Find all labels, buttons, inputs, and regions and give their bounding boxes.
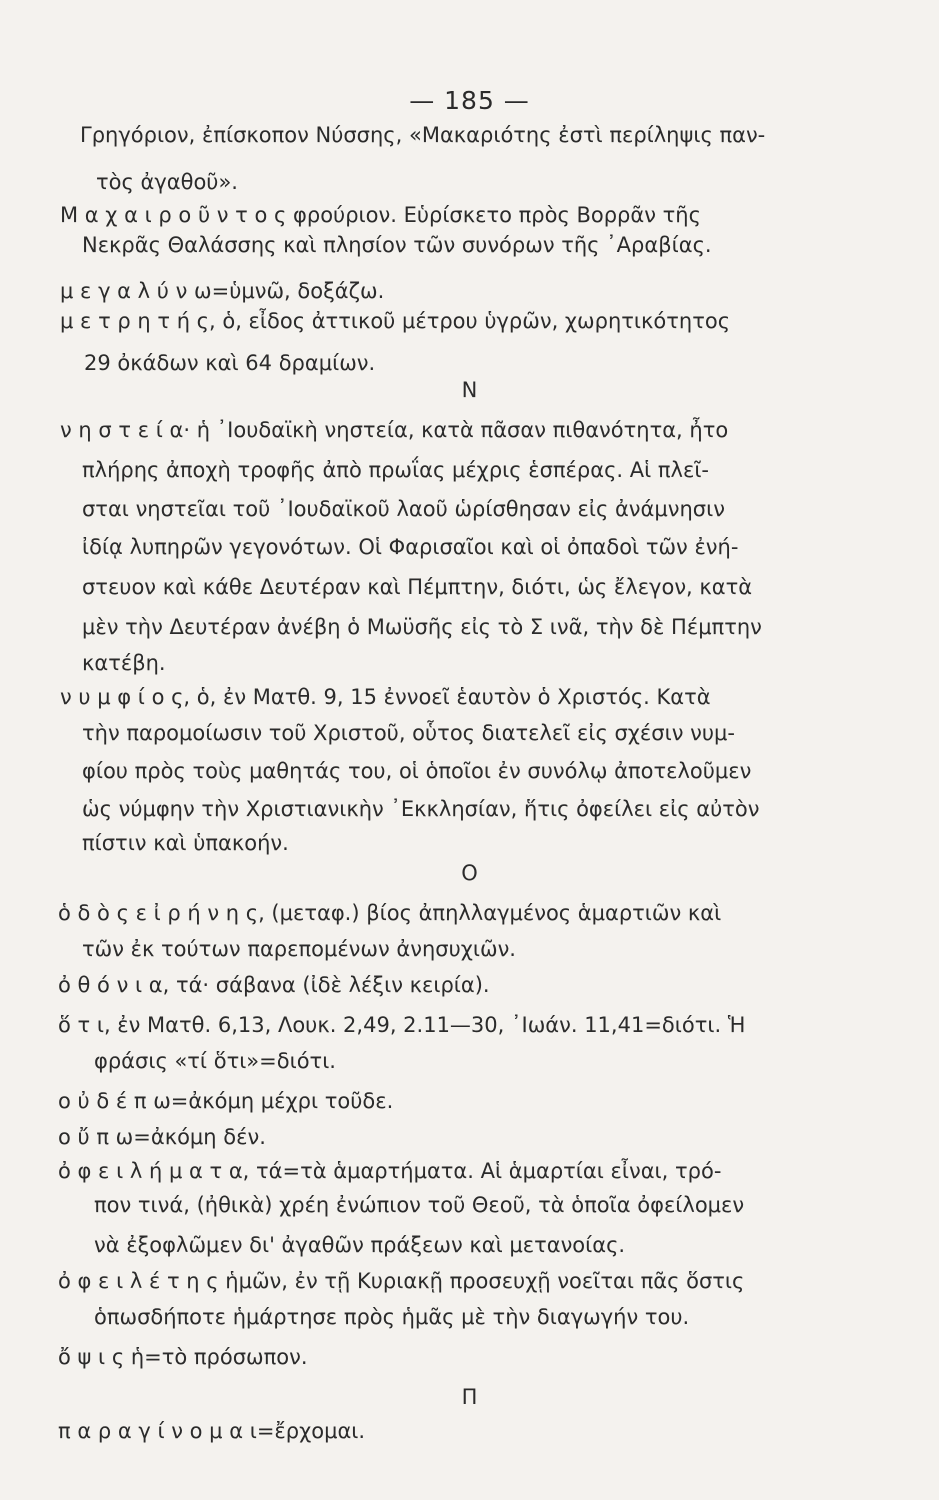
- entry-line: μ ε γ α λ ύ ν ω=ὑμνῶ, δοξάζω.: [60, 279, 385, 303]
- text-line: κατέβη.: [82, 651, 166, 675]
- entry-line: μ ε τ ρ η τ ή ς, ὁ, εἶδος ἀττικοῦ μέτρου ὑγρῶν, χωρητικότητος: [60, 309, 731, 333]
- text-line: ὁπωσδήποτε ἡμάρτησε πρὸς ἡμᾶς μὲ τὴν διαγωγήν του.: [94, 1305, 690, 1329]
- text-line: ἰδίᾳ λυπηρῶν γεγονότων. Οἱ Φαρισαῖοι καὶ οἱ ὀπαδοὶ τῶν ἐνή-: [82, 535, 739, 559]
- entry-line: Μ α χ α ι ρ ο ῦ ν τ ο ς φρούριον. Εὑρίσκετο πρὸς Βορρᾶν τῆς: [60, 203, 701, 227]
- entry-line: ὀ φ ε ι λ ή μ α τ α, τά=τὰ ἁμαρτήματα. Αἱ ἁμαρτίαι εἶναι, τρό-: [58, 1159, 722, 1183]
- text-line: νὰ ἐξοφλῶμεν δι' ἀγαθῶν πράξεων καὶ μετανοίας.: [94, 1233, 626, 1257]
- text-line: ὡς νύμφην τὴν Χριστιανικὴν ᾿Εκκλησίαν, ἥτις ὀφείλει εἰς αὐτὸν: [82, 797, 760, 821]
- entry-line: ὅ τ ι, ἐν Ματθ. 6,13, Λουκ. 2,49, 2.11—30, ᾿Ιωάν. 11,41=διότι. Ἡ: [58, 1013, 746, 1037]
- entry-line: π α ρ α γ ί ν ο μ α ι=ἔρχομαι.: [58, 1419, 366, 1443]
- entry-line: ὀ θ ό ν ι α, τά· σάβανα (ἰδὲ λέξιν κειρία).: [58, 973, 490, 997]
- entry-line: ὀ φ ε ι λ έ τ η ς ἡμῶν, ἐν τῇ Κυριακῇ προσευχῇ νοεῖται πᾶς ὅστις: [58, 1269, 745, 1293]
- text-line: πίστιν καὶ ὑπακοήν.: [82, 831, 289, 855]
- text-line: τὴν παρομοίωσιν τοῦ Χριστοῦ, οὗτος διατελεῖ εἰς σχέσιν νυμ-: [82, 721, 735, 745]
- page-number: — 185 —: [409, 86, 530, 115]
- text-line: τὸς ἀγαθοῦ».: [96, 170, 238, 194]
- entry-line: ν η σ τ ε ί α· ἡ ᾿Ιουδαϊκὴ νηστεία, κατὰ πᾶσαν πιθανότητα, ἦτο: [60, 418, 729, 442]
- section-letter: Ν: [461, 378, 478, 402]
- section-letter: Ο: [461, 861, 478, 885]
- text-line: Νεκρᾶς Θαλάσσης καὶ πλησίον τῶν συνόρων τῆς ᾿Αραβίας.: [82, 233, 712, 257]
- entry-line: ο ὔ π ω=ἀκόμη δέν.: [58, 1125, 266, 1149]
- text-line: 29 ὀκάδων καὶ 64 δραμίων.: [84, 351, 376, 375]
- entry-line: ο ὐ δ έ π ω=ἀκόμη μέχρι τοῦδε.: [58, 1089, 394, 1113]
- text-line: φίου πρὸς τοὺς μαθητάς του, οἱ ὁποῖοι ἐν συνόλῳ ἀποτελοῦμεν: [82, 759, 752, 783]
- text-line: πον τινά, (ἠθικὰ) χρέη ἐνώπιον τοῦ Θεοῦ, τὰ ὁποῖα ὀφείλομεν: [94, 1193, 745, 1217]
- text-line: Γρηγόριον, ἐπίσκοπον Νύσσης, «Μακαριότης ἐστὶ περίληψις παν-: [80, 123, 766, 147]
- entry-line: ν υ μ φ ί ο ς, ὁ, ἐν Ματθ. 9, 15 ἐννοεῖ ἑαυτὸν ὁ Χριστός. Κατὰ: [60, 685, 711, 709]
- text-line: τῶν ἐκ τούτων παρεπομένων ἀνησυχιῶν.: [82, 937, 516, 961]
- text-line: πλήρης ἀποχὴ τροφῆς ἀπὸ πρωΐας μέχρις ἑσπέρας. Αἱ πλεῖ-: [82, 458, 710, 482]
- entry-line: ὄ ψ ι ς ἡ=τὸ πρόσωπον.: [58, 1345, 308, 1369]
- text-line: μὲν τὴν Δευτέραν ἀνέβη ὁ Μωϋσῆς εἰς τὸ Σ ινᾶ, τὴν δὲ Πέμπτην: [82, 615, 762, 639]
- text-line: στευον καὶ κάθε Δευτέραν καὶ Πέμπτην, διότι, ὡς ἔλεγον, κατὰ: [82, 575, 753, 599]
- text-line: φράσις «τί ὅτι»=διότι.: [94, 1049, 336, 1073]
- section-letter: Π: [461, 1385, 478, 1409]
- entry-line: ὁ δ ὸ ς ε ἰ ρ ή ν η ς, (μεταφ.) βίος ἀπηλλαγμένος ἁμαρτιῶν καὶ: [58, 901, 722, 925]
- text-line: σται νηστεῖαι τοῦ ᾿Ιουδαϊκοῦ λαοῦ ὡρίσθησαν εἰς ἀνάμνησιν: [82, 497, 725, 521]
